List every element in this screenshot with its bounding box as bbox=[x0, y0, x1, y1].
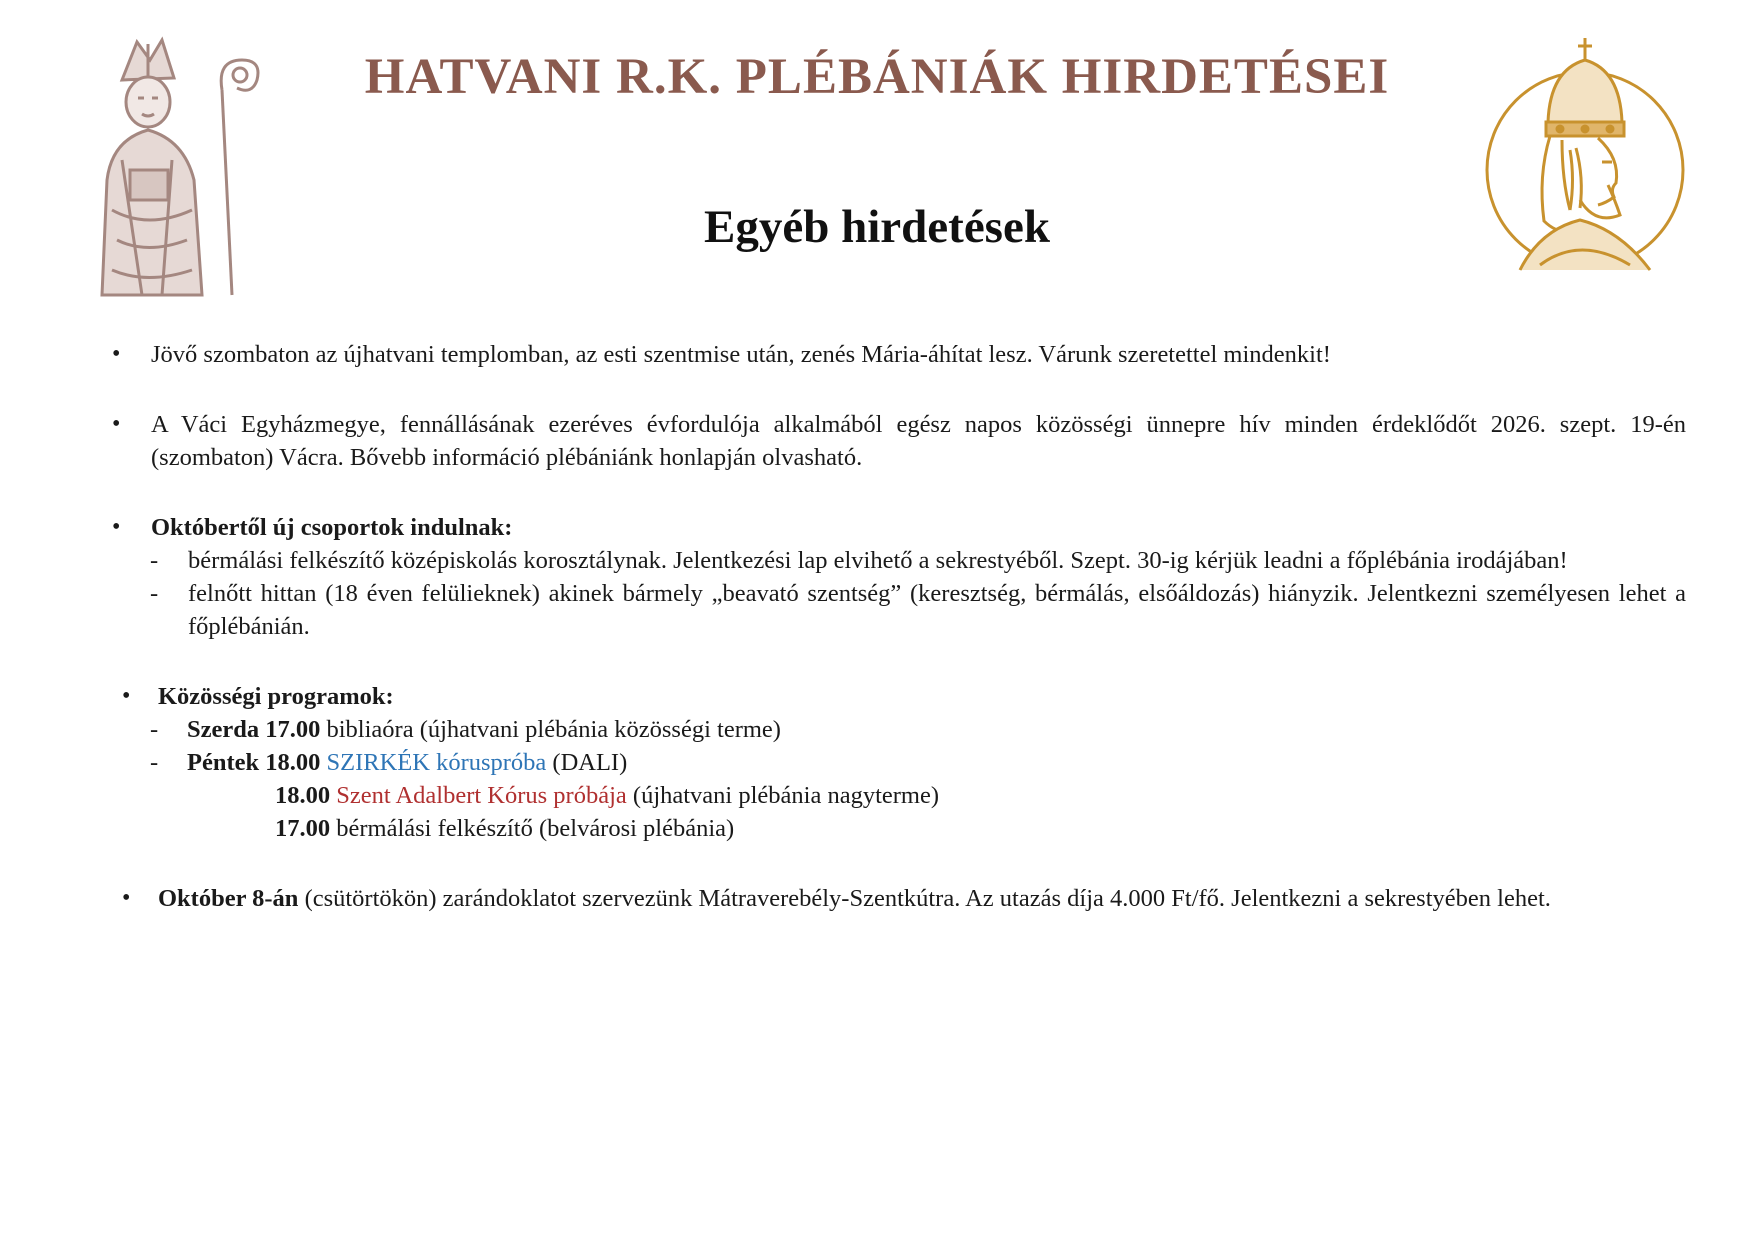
dash-icon: - bbox=[150, 580, 159, 607]
schedule-row bbox=[100, 746, 1686, 779]
bullet-icon: • bbox=[112, 514, 121, 540]
announcement-item bbox=[100, 882, 1686, 915]
dash-icon: - bbox=[150, 749, 159, 776]
schedule-time: Péntek 18.00 bbox=[187, 749, 321, 776]
schedule-highlight: SZIRKÉK kóruspróba bbox=[326, 749, 547, 776]
bullet-icon: • bbox=[112, 341, 121, 367]
list-item bbox=[100, 577, 1686, 643]
schedule-row bbox=[100, 812, 1686, 845]
list-item-text: bérmálási felkészítő középiskolás korosztálynak. Jelentkezési lap elvihető a sekrestyéből. Szept. 30-ig kérjük leadni a főplébánia irodájában! bbox=[188, 547, 1568, 574]
list-item-text: felnőtt hittan (18 éven felülieknek) akinek bármely „beavató szentség” (keresztség, bérmálás, elsőáldozás) hiányzik. Jelentkezni személyesen lehet a főplébánián. bbox=[188, 580, 1686, 640]
bullet-icon: • bbox=[112, 411, 121, 437]
announcement-heading: Közösségi programok: bbox=[158, 683, 394, 710]
schedule-time: Szerda 17.00 bbox=[187, 716, 321, 743]
announcement-item bbox=[100, 511, 1686, 544]
schedule-text: bérmálási felkészítő (belvárosi plébánia) bbox=[330, 815, 735, 842]
dash-icon: - bbox=[150, 716, 159, 743]
announcement-list bbox=[100, 338, 1686, 915]
announcement-date: Október 8-án bbox=[158, 885, 299, 912]
announcement-heading: Októbertől új csoportok indulnak: bbox=[151, 514, 513, 541]
schedule-text: bibliaóra (újhatvani plébánia közösségi terme) bbox=[320, 716, 781, 743]
schedule-time: 17.00 bbox=[275, 815, 331, 842]
page-title: HATVANI R.K. PLÉBÁNIÁK HIRDETÉSEI bbox=[364, 49, 1390, 105]
schedule-row bbox=[100, 779, 1686, 812]
schedule-highlight: Szent Adalbert Kórus próbája bbox=[336, 782, 627, 809]
schedule-row bbox=[100, 713, 1686, 746]
announcement-item bbox=[100, 338, 1686, 371]
schedule-text: (újhatvani plébánia nagyterme) bbox=[626, 782, 940, 809]
section-subtitle: Egyéb hirdetések bbox=[704, 201, 1050, 253]
bullet-icon: • bbox=[122, 683, 131, 709]
bullet-icon: • bbox=[122, 885, 131, 911]
announcement-item bbox=[100, 408, 1686, 474]
list-item bbox=[100, 544, 1686, 577]
schedule-text: (DALI) bbox=[546, 749, 628, 776]
schedule-time: 18.00 bbox=[275, 782, 331, 809]
announcement-text: (csütörtökön) zarándoklatot szervezünk Mátraverebély-Szentkútra. Az utazás díja 4.000 Ft/fő. Jelentkezni a sekrestyében lehet. bbox=[298, 885, 1551, 912]
announcement-item bbox=[100, 680, 1686, 713]
announcement-text: Jövő szombaton az újhatvani templomban, az esti szentmise után, zenés Mária-áhítat lesz. Várunk szeretettel mindenkit! bbox=[151, 341, 1331, 368]
announcement-text: A Váci Egyházmegye, fennállásának ezeréves évfordulója alkalmából egész napos közösségi ünnepre hív minden érdeklődőt 2026. szept. 19-én (szombaton) Vácra. Bővebb információ plébániánk honlapján olvasható. bbox=[151, 411, 1686, 471]
dash-icon: - bbox=[150, 547, 159, 574]
